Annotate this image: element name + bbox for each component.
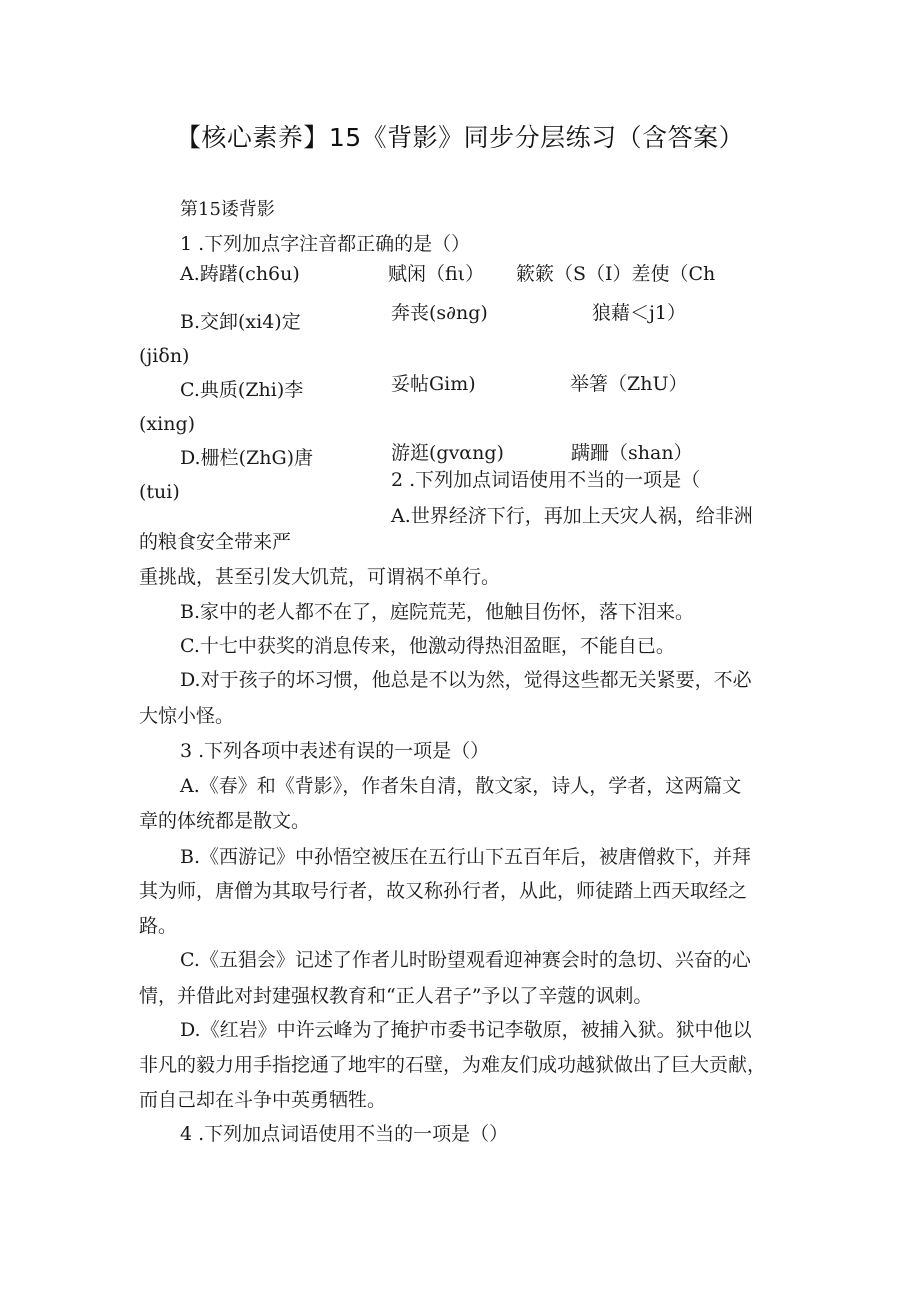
q1-option-d-3: 蹒跚（shan） xyxy=(571,442,693,464)
q1-option-c-3: 举箸（ZhU） xyxy=(570,373,688,395)
q3-option-b-1: B.《西游记》中孙悟空被压在五行山下五百年后，被唐僧救下，并拜 xyxy=(180,846,752,868)
q2-option-c: C.十七中获奖的消息传来，他激动得热泪盈眶，不能自已。 xyxy=(180,635,675,657)
q1-option-b-1: B.交卸(xi4)定 xyxy=(180,311,301,333)
q4-stem: 4 .下列加点词语使用不当的一项是（） xyxy=(180,1123,509,1145)
q2-option-a-1: A.世界经济下行，再加上天灾人祸，给非洲 xyxy=(391,505,753,527)
document-title: 【核心素养】15《背影》同步分层练习（含答案） xyxy=(175,123,745,152)
q3-option-a-2: 章的体统都是散文。 xyxy=(139,810,311,832)
q1-stem: 1 .下列加点字注音都正确的是（） xyxy=(180,233,471,255)
q2-option-d-2: 大惊小怪。 xyxy=(139,705,235,727)
q1-option-b-3: 狼藉＜j1） xyxy=(592,302,686,324)
q1-option-a-2: 赋闲（fiι） xyxy=(388,263,485,285)
q1-option-d-1: D.栅栏(ZhG)唐 xyxy=(180,447,314,469)
q1-option-d-4: (tui) xyxy=(139,481,180,503)
q2-option-a-2: 的粮食安全带来严 xyxy=(139,531,292,553)
q1-option-a-3: 簌簌（S（I）差使（Ch xyxy=(516,263,716,285)
q1-option-d-2: 游逛(gvαng) xyxy=(391,442,504,464)
q3-option-d-3: 而自己却在斗争中英勇牺牲。 xyxy=(139,1089,387,1111)
q3-option-d-1: D.《红岩》中许云峰为了掩护市委书记李敬原，被捕入狱。狱中他以 xyxy=(180,1019,752,1041)
q3-option-b-2: 其为师，唐僧为其取号行者，故又称孙行者，从此，师徒踏上西天取经之 xyxy=(139,880,748,902)
q2-option-a-3: 重挑战，甚至引发大饥荒，可谓祸不单行。 xyxy=(139,566,501,588)
q1-option-a-1: A.踌躇(ch6u) xyxy=(180,263,300,285)
q2-option-d-1: D.对于孩子的坏习惯，他总是不以为然，觉得这些都无关紧要，不必 xyxy=(180,669,752,691)
q1-option-c-2: 妥帖Gim) xyxy=(391,373,476,395)
q3-option-c-1: C.《五猖会》记述了作者儿时盼望观看迎神赛会时的急切、兴奋的心 xyxy=(180,949,751,971)
lesson-heading: 第15诿背影 xyxy=(180,199,275,220)
q1-option-c-4: (xing) xyxy=(139,413,196,435)
q3-option-c-2: 情，并借此对封建强权教育和“正人君子”予以了辛蔻的讽刺。 xyxy=(139,985,653,1007)
q1-option-b-4: (jiδn) xyxy=(139,345,190,367)
q3-stem: 3 .下列各项中表述有误的一项是（） xyxy=(180,740,490,762)
q1-option-c-1: C.典质(Zhi)李 xyxy=(180,379,304,401)
q2-option-b: B.家中的老人都不在了，庭院荒芜，他触目伤怀，落下泪来。 xyxy=(180,601,695,623)
q1-option-b-2: 奔丧(s∂ng) xyxy=(391,302,488,324)
q3-option-b-3: 路。 xyxy=(139,915,178,937)
q3-option-a-1: A.《春》和《背影》，作者朱自清，散文家，诗人，学者，这两篇文 xyxy=(180,775,742,797)
q3-option-d-2: 非凡的毅力用手指挖通了地牢的石壁，为难友们成功越狱做出了巨大贡献， xyxy=(139,1054,767,1076)
q2-stem: 2 .下列加点词语使用不当的一项是（ xyxy=(391,469,701,491)
